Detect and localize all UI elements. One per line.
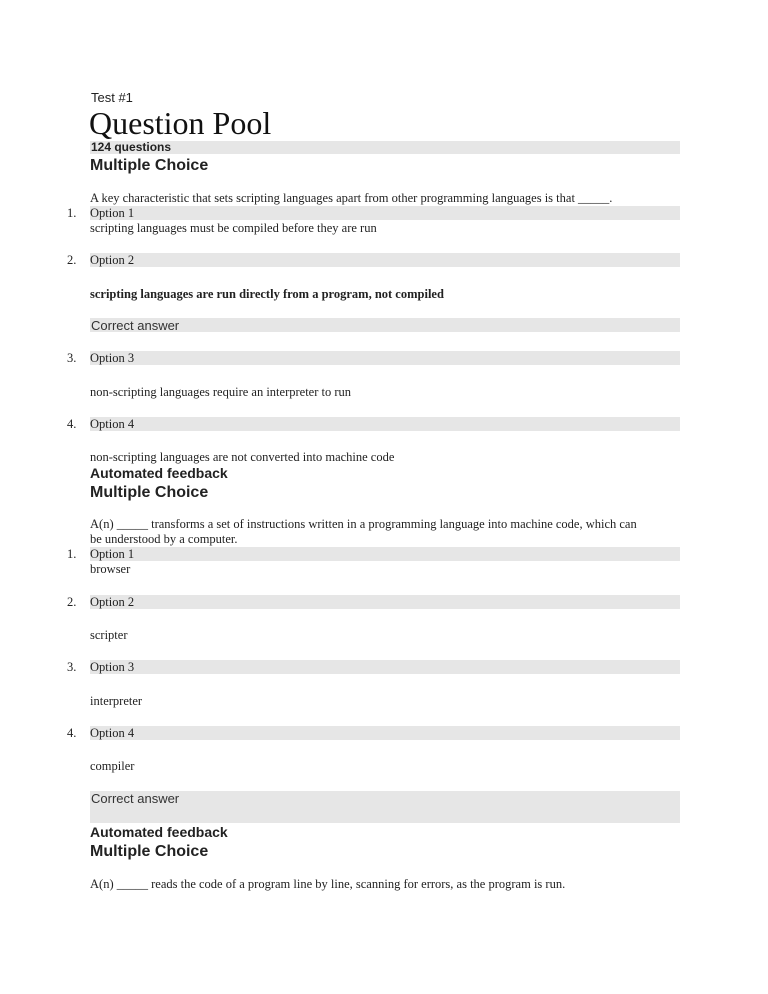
option-answer: scripting languages must be compiled before they are run <box>90 221 377 235</box>
option-label: Option 3 <box>90 351 135 365</box>
option-answer: non-scripting languages require an interpreter to run <box>90 385 352 399</box>
option-number: 4. <box>67 417 77 431</box>
option-answer: browser <box>90 562 131 576</box>
option-label: Option 3 <box>90 660 135 674</box>
option-number: 2. <box>67 595 77 609</box>
correct-answer-label: Correct answer <box>91 791 180 806</box>
option-answer-correct: scripting languages are run directly from a program, not compiled <box>90 287 444 301</box>
automated-feedback-heading: Automated feedback <box>90 465 228 481</box>
question-text-line-2: be understood by a computer. <box>90 532 238 546</box>
option-answer: scripter <box>90 628 128 642</box>
option-number: 1. <box>67 547 77 561</box>
question-text: A(n) _____ reads the code of a program line by line, scanning for errors, as the program is run. <box>90 877 566 891</box>
option-band <box>90 660 680 674</box>
option-band <box>90 206 680 220</box>
question-type-heading: Multiple Choice <box>90 157 209 174</box>
option-band <box>90 595 680 609</box>
page-title: Question Pool <box>89 105 272 141</box>
option-answer: interpreter <box>90 694 143 708</box>
option-label: Option 1 <box>90 547 135 561</box>
option-label: Option 2 <box>90 253 135 267</box>
option-band <box>90 253 680 267</box>
option-band <box>90 726 680 740</box>
option-number: 2. <box>67 253 77 267</box>
correct-answer-label: Correct answer <box>91 318 180 333</box>
option-label: Option 2 <box>90 595 135 609</box>
option-band <box>90 351 680 365</box>
option-number: 1. <box>67 206 77 220</box>
option-number: 3. <box>67 351 77 365</box>
option-answer: non-scripting languages are not converted into machine code <box>90 450 395 464</box>
question-type-heading: Multiple Choice <box>90 843 209 860</box>
option-label: Option 4 <box>90 726 135 740</box>
option-label: Option 4 <box>90 417 135 431</box>
automated-feedback-heading: Automated feedback <box>90 824 228 840</box>
option-label: Option 1 <box>90 206 135 220</box>
question-count-band <box>90 141 680 154</box>
option-number: 4. <box>67 726 77 740</box>
option-band <box>90 547 680 561</box>
option-answer-correct: compiler <box>90 759 135 773</box>
question-text: A key characteristic that sets scripting languages apart from other programming languages is that _____. <box>90 191 613 205</box>
option-band <box>90 417 680 431</box>
question-type-heading: Multiple Choice <box>90 484 209 501</box>
question-count: 124 questions <box>91 140 172 154</box>
test-label: Test #1 <box>91 90 133 105</box>
option-number: 3. <box>67 660 77 674</box>
question-text-line-1: A(n) _____ transforms a set of instructions written in a programming language into machine code, which can <box>90 517 637 531</box>
